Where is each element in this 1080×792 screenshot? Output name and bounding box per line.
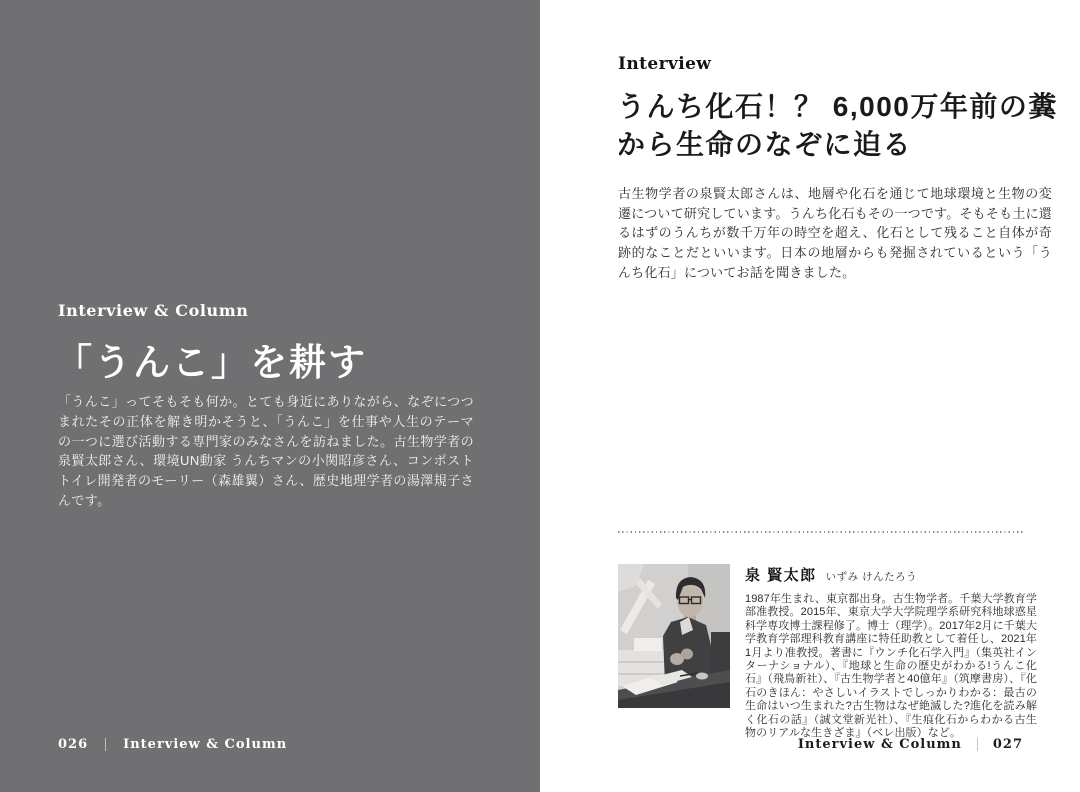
profile-text-block (745, 564, 1037, 740)
right-footer-section-label: Interview & Column (797, 737, 962, 752)
right-page-title-line1: うんち化石！？ 6,000万年前の糞 (617, 91, 1058, 122)
right-page-number: 027 (992, 737, 1023, 752)
left-page-intro: 「うんこ」ってそもそも何か。とても身近にありながら、なぞにつつまれたその正体を解き明かそうと、「うんこ」を仕事や人生のテーマの一つに選び活動する専門家のみなさんを訪ねました。古生物学者の泉賢太郎さん、環境UN動家 うんちマンの小関昭彦さん、コンポストトイレ開発者のモーリー（森雄翼）さん、歴史地理学者の湯澤規子さんです。 (58, 394, 474, 508)
right-page-title-line2: から生命のなぞに迫る (617, 129, 913, 160)
footer-divider-line (977, 738, 978, 751)
right-page-title (617, 88, 1058, 164)
left-section-label: Interview & Column (58, 301, 249, 320)
right-page-lead: 古生物学者の泉賢太郎さんは、地層や化石を通じて地球環境と生物の変遷について研究しています。うんち化石もその一つです。そもそも土に還るはずのうんちが数千万年の時空を超え、化石として残ること自体が奇跡的なことだといいます。日本の地層からも発掘されているという「うんち化石」についてお話を聞きました。 (618, 186, 1052, 280)
footer-divider-line (105, 738, 106, 751)
right-section-label: Interview (618, 54, 712, 74)
left-page-footer (58, 737, 287, 752)
right-page (540, 0, 1080, 792)
profile-name: 泉 賢太郎 (745, 567, 817, 584)
profile-name-reading: いずみ けんたろう (825, 571, 918, 583)
profile-photo-illustration (618, 564, 730, 708)
left-page-title: 「うんこ」を耕す (55, 342, 367, 383)
left-footer-section-label: Interview & Column (123, 737, 288, 752)
profile-name-row (745, 564, 1037, 585)
dotted-divider (618, 531, 1023, 533)
profile-photo (618, 564, 730, 708)
right-page-footer (798, 737, 1023, 752)
profile-bio: 1987年生まれ、東京都出身。古生物学者。千葉大学教育学部准教授。2015年、東京大学大学院理学系研究科地球惑星科学専攻博士課程修了。博士（理学）。2017年2月に千葉大学教育学部理科教育講座に特任助教として着任し、2021年1月より准教授。著書に『ウンチ化石学入門』（集英社インターナショナル）、『地球と生命の歴史がわかる!うんこ化石』（飛鳥新社）、『古生物学者と40億年』（筑摩書房）、『化石のきほん：やさしいイラストでしっかりわかる：最古の生命はいつ生まれた?古生物はなぜ絶滅した?進化を読み解く化石の話』（誠文堂新光社）、『生痕化石からわかる古生物のリアルな生きざま』（ベレ出版）など。 (745, 593, 1037, 740)
profile-block (618, 564, 1054, 740)
left-page-number: 026 (58, 737, 89, 752)
